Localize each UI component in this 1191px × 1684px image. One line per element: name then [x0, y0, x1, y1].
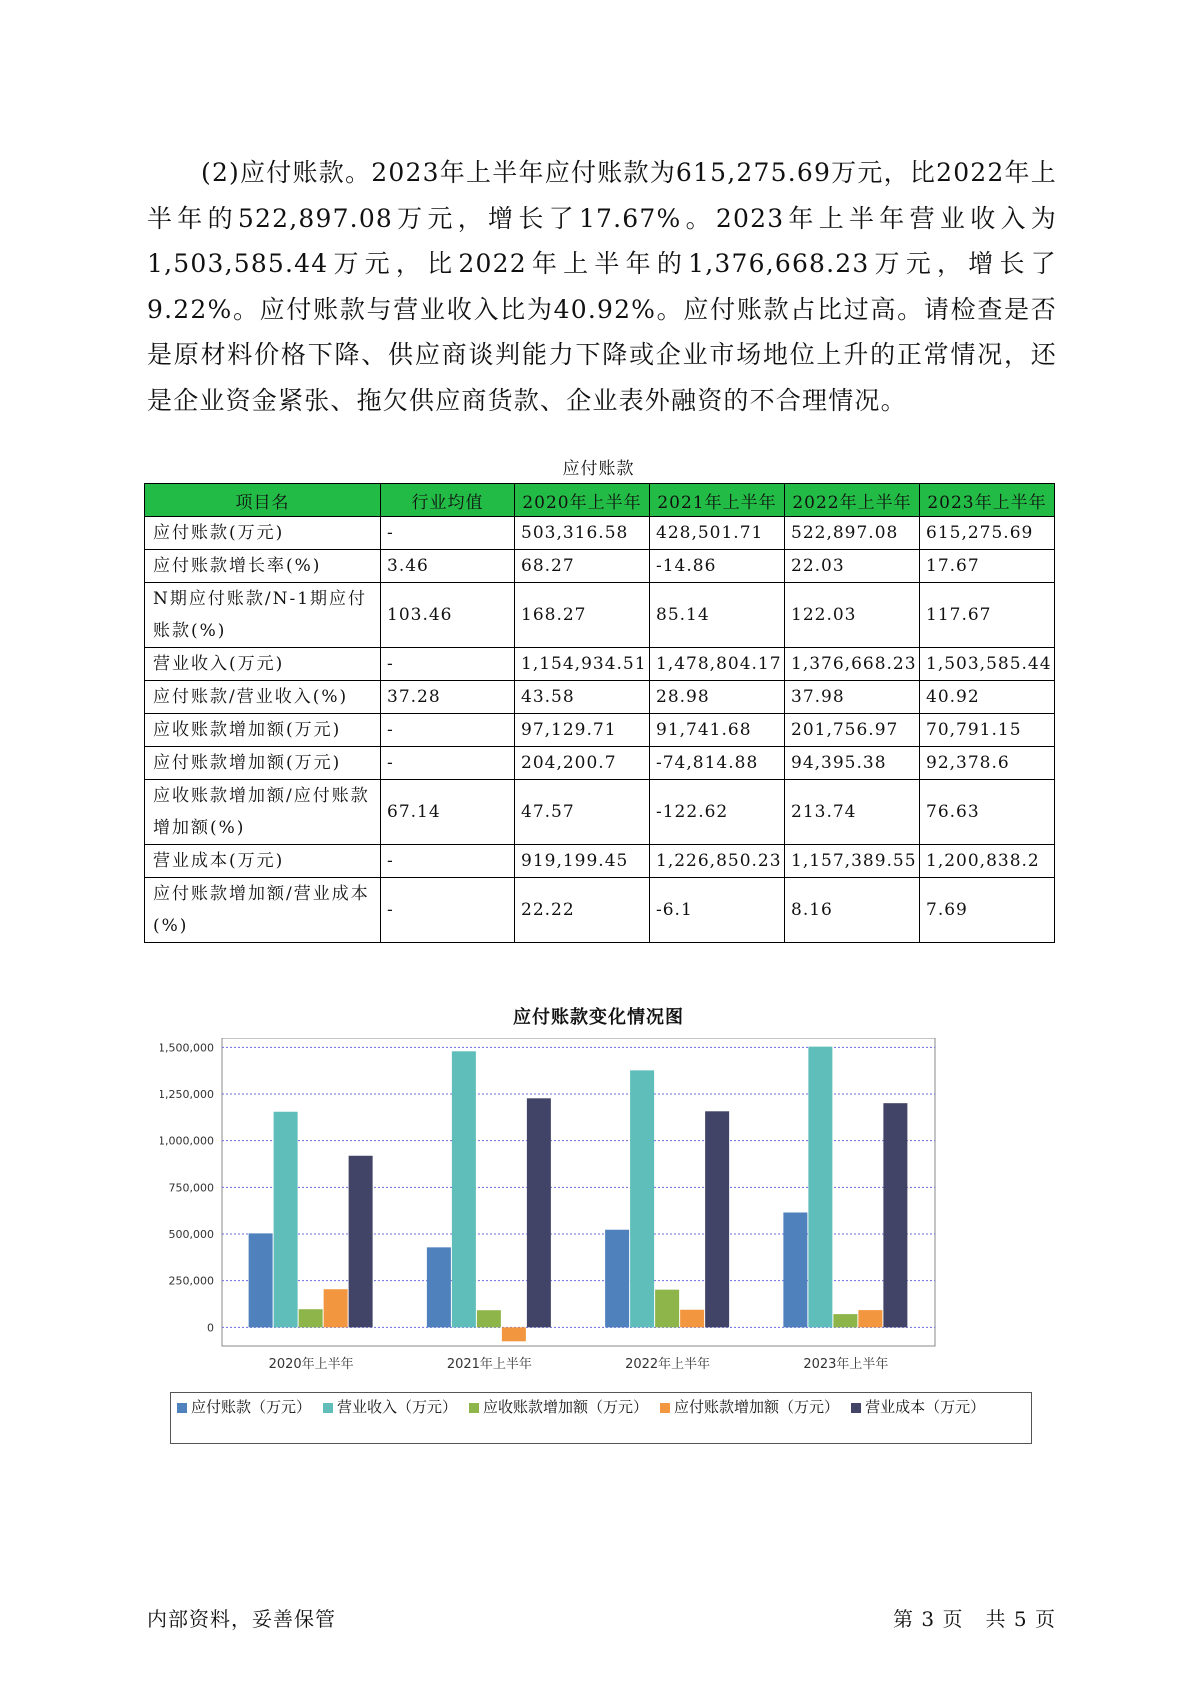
- y-tick-label: 1,250,000: [160, 1088, 214, 1101]
- value-cell: 117.67: [920, 583, 1055, 648]
- legend-swatch: [660, 1403, 670, 1413]
- legend-item: [177, 1396, 311, 1418]
- value-cell: 1,503,585.44: [920, 648, 1055, 681]
- table-row: [145, 550, 1055, 583]
- header-cell: 2023年上半年: [920, 484, 1055, 517]
- table-row: [145, 878, 1055, 943]
- bar: [527, 1098, 551, 1327]
- value-cell: 17.67: [920, 550, 1055, 583]
- legend-item: [660, 1396, 839, 1418]
- value-cell: 67.14: [381, 780, 515, 845]
- legend-item: [469, 1396, 648, 1418]
- value-cell: 43.58: [515, 681, 650, 714]
- chart-legend: [170, 1392, 1032, 1444]
- bar: [249, 1233, 273, 1327]
- x-tick-label: 2020年上半年: [268, 1357, 354, 1372]
- value-cell: -: [381, 747, 515, 780]
- value-cell: 1,478,804.17: [650, 648, 785, 681]
- bar: [833, 1314, 857, 1327]
- y-tick-label: 750,000: [168, 1181, 214, 1195]
- x-tick-label: 2022年上半年: [625, 1357, 711, 1372]
- bar: [349, 1156, 373, 1328]
- y-tick-label: 250,000: [168, 1274, 214, 1288]
- legend-label: 营业成本（万元）: [865, 1398, 986, 1416]
- value-cell: 7.69: [920, 878, 1055, 943]
- y-tick-label: 1,500,000: [160, 1041, 214, 1055]
- value-cell: 919,199.45: [515, 845, 650, 878]
- row-label-cell: 应收账款增加额/应付账款增加额(%): [145, 780, 381, 845]
- value-cell: 47.57: [515, 780, 650, 845]
- value-cell: 122.03: [785, 583, 920, 648]
- value-cell: 68.27: [515, 550, 650, 583]
- value-cell: 37.28: [381, 681, 515, 714]
- row-label-cell: 营业收入(万元): [145, 648, 381, 681]
- row-label-cell: N期应付账款/N-1期应付账款(%): [145, 583, 381, 648]
- value-cell: 1,200,838.2: [920, 845, 1055, 878]
- header-cell: 2021年上半年: [650, 484, 785, 517]
- bar: [630, 1070, 654, 1327]
- bar: [427, 1247, 451, 1327]
- value-cell: -14.86: [650, 550, 785, 583]
- table-row: [145, 714, 1055, 747]
- table-row: [145, 517, 1055, 550]
- row-label-cell: 营业成本(万元): [145, 845, 381, 878]
- bar: [783, 1212, 807, 1327]
- legend-label: 应付账款增加额（万元）: [674, 1398, 840, 1416]
- value-cell: 213.74: [785, 780, 920, 845]
- value-cell: -: [381, 845, 515, 878]
- paragraph-text: (2)应付账款。2023年上半年应付账款为615,275.69万元，比2022年上半年的522,897.08万元，增长了17.67%。2023年上半年营业收入为1,503,585.44万元，比2022年上半年的1,376,668.23万元，增长了9.22%。应付账款与营业收入比为40.92%。应付账款占比过高。请检查是否是原材料价格下降、供应商谈判能力下降或企业市场地位上升的正常情况，还是企业资金紧张、拖欠供应商货款、企业表外融资的不合理情况。: [147, 158, 1057, 415]
- bar: [324, 1289, 348, 1327]
- value-cell: 28.98: [650, 681, 785, 714]
- value-cell: -: [381, 648, 515, 681]
- bar: [502, 1327, 526, 1341]
- accounts-payable-table: [144, 483, 1055, 943]
- table-row: [145, 845, 1055, 878]
- header-cell: 项目名: [145, 484, 381, 517]
- bar: [705, 1111, 729, 1327]
- table-title: 应付账款: [562, 459, 635, 479]
- value-cell: -122.62: [650, 780, 785, 845]
- legend-swatch: [469, 1403, 479, 1413]
- y-tick-label: 0: [207, 1321, 214, 1335]
- footer-page-number: 第 3 页 共 5 页: [893, 1607, 1056, 1631]
- value-cell: 92,378.6: [920, 747, 1055, 780]
- value-cell: -6.1: [650, 878, 785, 943]
- value-cell: 40.92: [920, 681, 1055, 714]
- value-cell: 97,129.71: [515, 714, 650, 747]
- bar: [274, 1112, 298, 1328]
- bar: [680, 1310, 704, 1328]
- y-tick-label: 1,000,000: [160, 1134, 214, 1148]
- value-cell: 103.46: [381, 583, 515, 648]
- legend-label: 应收账款增加额（万元）: [483, 1398, 649, 1416]
- value-cell: 1,154,934.51: [515, 648, 650, 681]
- table-row: [145, 747, 1055, 780]
- value-cell: -74,814.88: [650, 747, 785, 780]
- value-cell: 1,226,850.23: [650, 845, 785, 878]
- y-tick-label: 500,000: [168, 1228, 214, 1241]
- value-cell: 22.22: [515, 878, 650, 943]
- row-label-cell: 应付账款增加额(万元): [145, 747, 381, 780]
- value-cell: 85.14: [650, 583, 785, 648]
- header-cell: 2020年上半年: [515, 484, 650, 517]
- value-cell: 3.46: [381, 550, 515, 583]
- value-cell: 1,376,668.23: [785, 648, 920, 681]
- value-cell: 522,897.08: [785, 517, 920, 550]
- x-tick-label: 2021年上半年: [446, 1357, 532, 1372]
- value-cell: 76.63: [920, 780, 1055, 845]
- analysis-paragraph: [147, 150, 1057, 423]
- header-cell: 2022年上半年: [785, 484, 920, 517]
- x-tick-label: 2023年上半年: [803, 1357, 889, 1372]
- row-label-cell: 应付账款(万元): [145, 517, 381, 550]
- bar: [452, 1051, 476, 1327]
- bar: [808, 1047, 832, 1328]
- table-header-row: [145, 484, 1055, 517]
- value-cell: 91,741.68: [650, 714, 785, 747]
- chart-title: 应付账款变化情况图: [513, 1007, 684, 1028]
- bar: [655, 1290, 679, 1328]
- row-label-cell: 应付账款增长率(%): [145, 550, 381, 583]
- value-cell: 428,501.71: [650, 517, 785, 550]
- footer-confidential-note: 内部资料，妥善保管: [147, 1607, 336, 1631]
- value-cell: -: [381, 517, 515, 550]
- legend-label: 应付账款（万元）: [191, 1398, 312, 1416]
- value-cell: 168.27: [515, 583, 650, 648]
- value-cell: 8.16: [785, 878, 920, 943]
- value-cell: 94,395.38: [785, 747, 920, 780]
- value-cell: -: [381, 714, 515, 747]
- table-row: [145, 648, 1055, 681]
- row-label-cell: 应付账款增加额/营业成本(%): [145, 878, 381, 943]
- header-cell: 行业均值: [381, 484, 515, 517]
- bar: [858, 1310, 882, 1327]
- legend-label: 营业收入（万元）: [337, 1398, 458, 1416]
- value-cell: -: [381, 878, 515, 943]
- bar-chart: [160, 1038, 1020, 1388]
- table-row: [145, 583, 1055, 648]
- table-row: [145, 681, 1055, 714]
- row-label-cell: 应付账款/营业收入(%): [145, 681, 381, 714]
- legend-swatch: [851, 1403, 861, 1413]
- table-row: [145, 780, 1055, 845]
- legend-swatch: [177, 1403, 187, 1413]
- legend-item: [323, 1396, 457, 1418]
- bar: [299, 1309, 323, 1327]
- value-cell: 37.98: [785, 681, 920, 714]
- value-cell: 503,316.58: [515, 517, 650, 550]
- bar: [883, 1103, 907, 1327]
- value-cell: 201,756.97: [785, 714, 920, 747]
- legend-item: [851, 1396, 985, 1418]
- value-cell: 70,791.15: [920, 714, 1055, 747]
- value-cell: 204,200.7: [515, 747, 650, 780]
- chart-area: [160, 1038, 1020, 1392]
- row-label-cell: 应收账款增加额(万元): [145, 714, 381, 747]
- value-cell: 22.03: [785, 550, 920, 583]
- bar: [477, 1310, 501, 1327]
- value-cell: 615,275.69: [920, 517, 1055, 550]
- bar: [605, 1230, 629, 1328]
- value-cell: 1,157,389.55: [785, 845, 920, 878]
- legend-swatch: [323, 1403, 333, 1413]
